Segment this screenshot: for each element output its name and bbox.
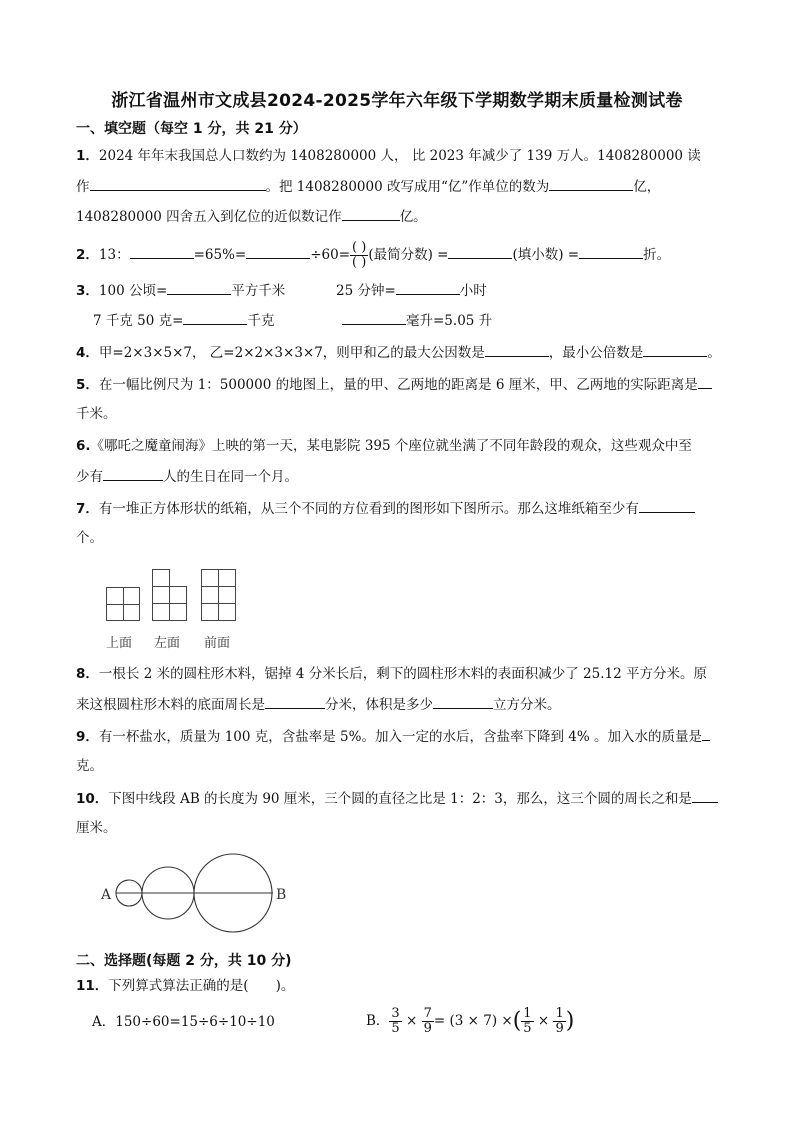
answer-blank[interactable] [167, 280, 231, 295]
fraction: $\frac{1}{5}$ [523, 1006, 532, 1036]
answer-blank[interactable] [342, 206, 400, 221]
question-2: 2．13： =65%= ÷60= $\frac{( )}{( )}$ (最简分数) = (填小数) = 折。 [76, 240, 671, 270]
answer-blank[interactable] [692, 788, 718, 803]
question-6-line-2: 少有 人的生日在同一个月。 [76, 466, 298, 487]
question-7-line-1: 7．有一堆正方体形状的纸箱，从三个不同的方位看到的图形如下图所示。那么这堆纸箱至少有 [76, 498, 695, 519]
question-8-line-2: 来这根圆柱形木料的底面周长是 分米，体积是多少 立方分米。 [76, 694, 561, 715]
view-label-left: 左面 [154, 636, 181, 651]
top-view-cell [123, 587, 140, 605]
question-8-line-1: 8．一根长 2 米的圆柱形木料，锯掉 4 分米长后，剩下的圆柱形木料的表面积减少了 25.12 平方分米。原 [76, 666, 707, 682]
question-6-line-1: 6.《哪吒之魔童闹海》上映的第一天，某电影院 395 个座位就坐满了不同年龄段的观众，这些观众中至 [76, 438, 692, 454]
left-view-cell [169, 603, 187, 621]
answer-blank[interactable] [639, 498, 695, 513]
question-1-line-2: 作 。把 1408280000 改写成用“亿”作单位的数为 亿， [76, 176, 660, 197]
question-9-line-1: 9．有一杯盐水，质量为 100 克，含盐率是 5%。加入一定的水后，含盐率下降到 4% 。加入水的质量是 [76, 726, 710, 747]
answer-blank[interactable] [342, 310, 406, 325]
fraction: $\frac{7}{9}$ [423, 1006, 432, 1036]
question-1-line-3: 1408280000 四舍五入到亿位的近似数记作 亿。 [76, 206, 427, 227]
answer-blank[interactable] [103, 466, 163, 481]
blank-fraction[interactable]: $\frac{( )}{( )}$ [352, 240, 367, 270]
answer-blank[interactable] [130, 244, 194, 259]
front-view-cell [218, 569, 236, 587]
answer-blank[interactable] [265, 694, 325, 709]
circles-figure [96, 850, 296, 934]
question-7-line-2: 个。 [76, 530, 103, 546]
front-view-cell [218, 586, 236, 604]
answer-blank[interactable] [246, 244, 310, 259]
answer-blank[interactable] [433, 694, 493, 709]
answer-blank[interactable] [485, 342, 549, 357]
answer-blank[interactable] [396, 280, 460, 295]
question-3-item-d: 毫升=5.05 升 [342, 310, 492, 331]
question-5-line-2: 千米。 [76, 406, 117, 422]
point-a-label: A [101, 887, 112, 903]
front-view-cell [201, 569, 219, 587]
top-view-cell [106, 604, 124, 621]
front-view-cell [218, 603, 236, 621]
front-view-cell [201, 603, 219, 621]
answer-blank[interactable] [698, 374, 712, 389]
answer-blank[interactable] [183, 310, 247, 325]
question-3-item-c: 7 千克 50 克= 千克 [93, 310, 274, 331]
question-9-line-2: 克。 [76, 758, 103, 774]
option-a[interactable]: A．150÷60=15÷6÷10÷10 [92, 1014, 275, 1030]
section-1-heading: 一、填空题（每空 1 分，共 21 分） [76, 121, 307, 137]
answer-blank[interactable] [702, 726, 710, 741]
question-10-line-2: 厘米。 [76, 820, 117, 836]
fraction: $\frac{3}{5}$ [391, 1006, 400, 1036]
section-2-heading: 二、选择题(每题 2 分，共 10 分) [76, 953, 292, 969]
question-5-line-1: 5．在一幅比例尺为 1：500000 的地图上，量的甲、乙两地的距离是 6 厘米，甲、乙两地的实际距离是 [76, 374, 712, 395]
option-b[interactable]: B． $\frac{3}{5}$ × $\frac{7}{9}$ = (3 × 7) ×( $\frac{1}{5}$ × $\frac{1}{9}$ ) [366, 1006, 575, 1036]
fraction: $\frac{1}{9}$ [555, 1006, 564, 1036]
left-view-cell [152, 569, 170, 587]
answer-blank[interactable] [90, 176, 266, 191]
question-10-line-1: 10．下图中线段 AB 的长度为 90 厘米，三个圆的直径之比是 1：2：3，那么，这三个圆的周长之和是 [76, 788, 718, 809]
question-3-line-1: 3．100 公顷= 平方千米 [76, 280, 285, 301]
left-view-cell [169, 586, 187, 604]
question-4: 4．甲=2×3×5×7， 乙=2×2×3×3×7，则甲和乙的最大公因数是 ，最小公倍数是 。 [76, 342, 721, 363]
answer-blank[interactable] [643, 342, 707, 357]
answer-blank[interactable] [579, 244, 643, 259]
left-view-cell [152, 586, 170, 604]
view-label-top: 上面 [106, 636, 133, 651]
front-view-cell [201, 586, 219, 604]
question-3-item-b: 25 分钟= 小时 [336, 280, 487, 301]
view-label-front: 前面 [204, 636, 231, 651]
top-view-cell [106, 587, 124, 605]
page-title: 浙江省温州市文成县2024-2025学年六年级下学期数学期末质量检测试卷 [111, 91, 683, 111]
point-b-label: B [276, 887, 287, 903]
answer-blank[interactable] [448, 244, 512, 259]
question-11-stem: 11．下列算式算法正确的是( )。 [76, 978, 295, 994]
answer-blank[interactable] [549, 176, 633, 191]
question-1-line-1: 1．2024 年年末我国总人口数约为 1408280000 人， 比 2023 年减少了 139 万人。1408280000 读 [76, 148, 701, 164]
left-view-cell [152, 603, 170, 621]
